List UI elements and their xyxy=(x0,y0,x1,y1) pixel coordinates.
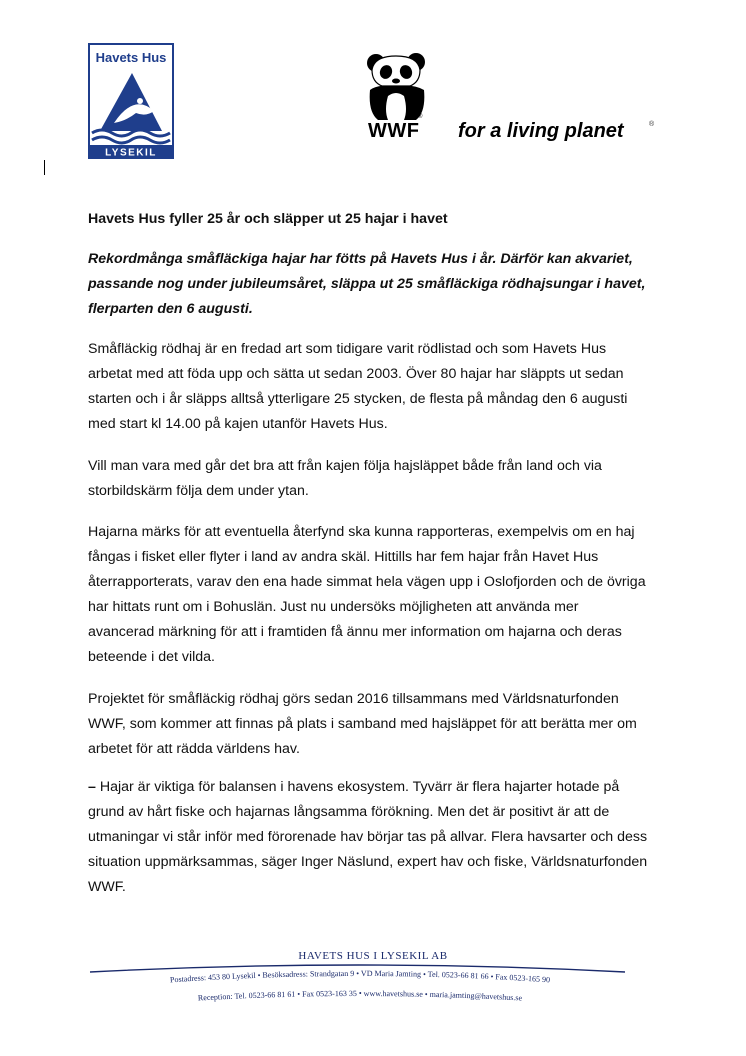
text-cursor xyxy=(44,160,45,175)
footer-company-name: HAVETS HUS I LYSEKIL AB xyxy=(298,950,448,962)
logo-top-text: Havets Hus xyxy=(95,50,167,65)
tagline-registered-mark: ® xyxy=(649,121,655,128)
article-quote xyxy=(88,775,648,900)
wwf-registered-mark: ® xyxy=(418,114,423,120)
footer-address-line: Postadress: 453 80 Lysekil • Besöksadress: Strandgatan 9 • VD Maria Jamting • Tel. 0523-66 81 66 • Fax 0523-165 90 xyxy=(169,968,551,985)
quote-text: Hajar är viktiga för balansen i havens ekosystem. Tyvärr är flera hajarter hotade på grund av hårt fiske och hajarnas långsamma förökning. Men det är positivt är att de utmaningar vi står inför med förorenade hav börjar tas på allvar. Flera havsarter och dess situation uppmärksammas, säger Inger Näslund, expert hav och fiske, Världsnaturfonden WWF. xyxy=(88,779,648,895)
wwf-tagline: for a living planet xyxy=(458,120,624,142)
article-paragraph: Vill man vara med går det bra att från kajen följa hajsläppet både från land och via storbildskärm följa dem under ytan. xyxy=(88,458,602,499)
havets-hus-logo xyxy=(88,43,174,159)
wwf-panda-icon xyxy=(364,50,430,122)
quote-dash: – xyxy=(88,779,96,795)
wwf-wordmark: WWF xyxy=(368,120,420,142)
article-paragraph: Projektet för småfläckig rödhaj görs sedan 2016 tillsammans med Världsnaturfonden WWF, som kommer att finnas på plats i samband med hajsläppet för att berätta mer om arbetet för att rädda världens hav. xyxy=(88,691,637,757)
footer-address-block xyxy=(80,958,640,1018)
logo-bottom-text: LYSEKIL xyxy=(105,147,157,159)
article-headline: Havets Hus fyller 25 år och släpper ut 25 hajar i havet xyxy=(88,211,448,227)
article-paragraph: Småfläckig rödhaj är en fredad art som tidigare varit rödlistad och som Havets Hus arbetat med att föda upp och sätta ut sedan 2003. Över 80 hajar har släppts ut sedan starten och i år släpps alltså ytterligare 25 stycken, de flesta på måndag den 6 augusti med start kl 14.00 på kajen utanför Havets Hus. xyxy=(88,341,628,432)
footer-contact-line: Reception: Tel. 0523-66 81 61 • Fax 0523-163 35 • www.havetshus.se • maria.jamting@havetshus.se xyxy=(197,988,523,1003)
article-lead: Rekordmånga småfläckiga hajar har fötts på Havets Hus i år. Därför kan akvariet, passande nog under jubileumsåret, släppa ut 25 småfläckiga rödhajsungar i havet, flerparten den 6 augusti. xyxy=(88,251,646,317)
article-paragraph: Hajarna märks för att eventuella återfynd ska kunna rapporteras, exempelvis om en haj fångas i fisket eller flyter i land av andra skäl. Hittills har fem hajar från Havet Hus återrapporterats, varav den ena hade simmat hela vägen upp i Oslofjorden och de övriga har hittats runt om i Bohuslän. Just nu undersöks möjligheten att använda mer avancerad märkning för att i framtiden få ännu mer information om hajarna och deras beteende i det vilda. xyxy=(88,524,646,665)
